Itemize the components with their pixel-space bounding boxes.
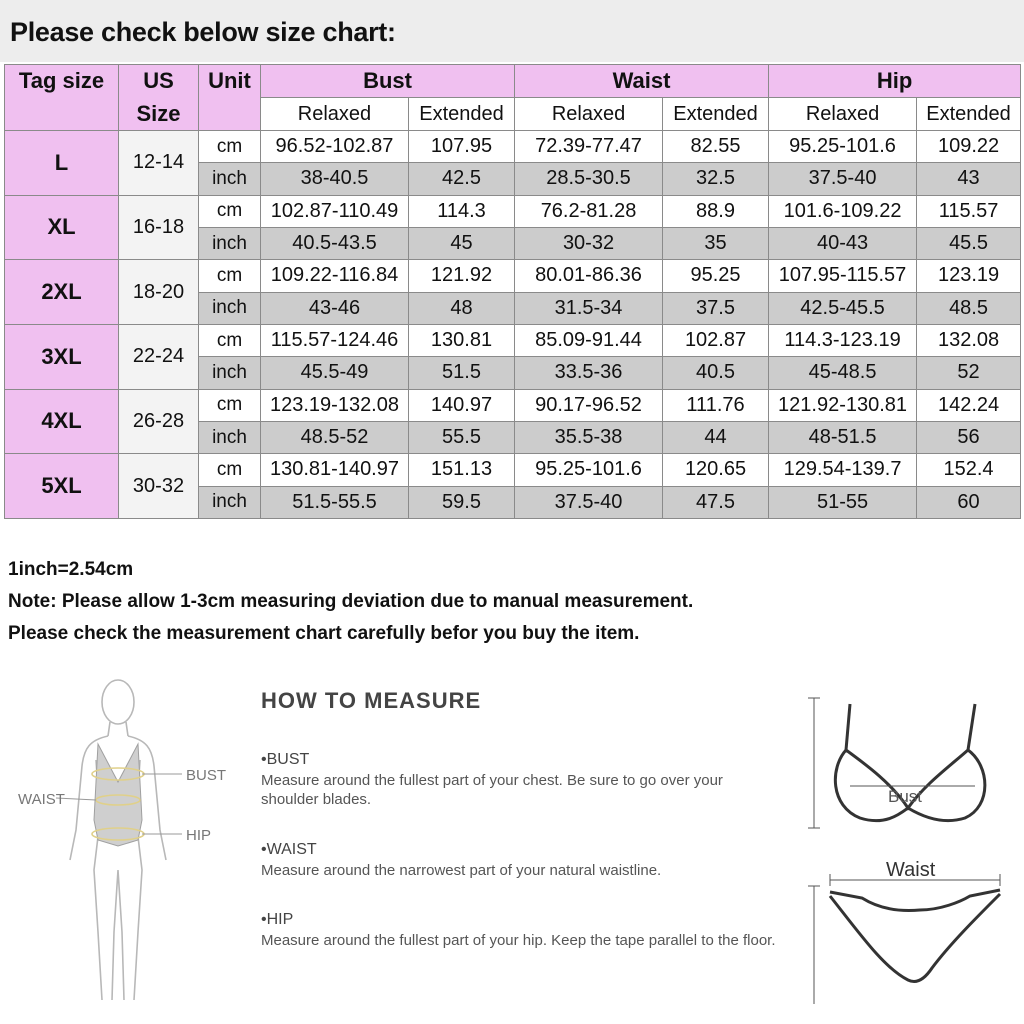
measurement-cell: 28.5-30.5 bbox=[515, 163, 663, 195]
measurement-cell: 107.95 bbox=[409, 131, 515, 163]
measurement-cell: 152.4 bbox=[917, 454, 1021, 486]
bust-instruction-text: Measure around the fullest part of your chest. Be sure to go over your shoulder blades. bbox=[261, 772, 723, 808]
us-size-cell: 12-14 bbox=[119, 131, 199, 196]
measurement-cell: 151.13 bbox=[409, 454, 515, 486]
measurement-cell: 51-55 bbox=[769, 486, 917, 518]
header-waist: Waist bbox=[515, 65, 769, 98]
measurement-cell: 88.9 bbox=[663, 195, 769, 227]
conversion-note: 1inch=2.54cm bbox=[8, 559, 134, 580]
header-waist-relaxed: Relaxed bbox=[515, 98, 663, 131]
page-title: Please check below size chart: bbox=[10, 17, 396, 47]
unit-cell: inch bbox=[199, 486, 261, 518]
measurement-cell: 32.5 bbox=[663, 163, 769, 195]
measurement-cell: 130.81-140.97 bbox=[261, 454, 409, 486]
bikini-bottom-illustration bbox=[800, 856, 1010, 1006]
measurement-cell: 42.5 bbox=[409, 163, 515, 195]
unit-cell: cm bbox=[199, 260, 261, 292]
measurement-cell: 114.3-123.19 bbox=[769, 324, 917, 356]
measurement-cell: 80.01-86.36 bbox=[515, 260, 663, 292]
measurement-cell: 114.3 bbox=[409, 195, 515, 227]
unit-cell: cm bbox=[199, 324, 261, 356]
measurement-cell: 37.5 bbox=[663, 292, 769, 324]
measurement-cell: 140.97 bbox=[409, 389, 515, 421]
measurement-cell: 37.5-40 bbox=[769, 163, 917, 195]
table-row bbox=[5, 389, 1021, 421]
measurement-cell: 59.5 bbox=[409, 486, 515, 518]
unit-cell: cm bbox=[199, 131, 261, 163]
header-unit-cont bbox=[199, 98, 261, 131]
tag-size-cell: XL bbox=[5, 195, 119, 260]
measurement-cell: 132.08 bbox=[917, 324, 1021, 356]
header-hip: Hip bbox=[769, 65, 1021, 98]
measurement-cell: 107.95-115.57 bbox=[769, 260, 917, 292]
size-chart-table bbox=[4, 64, 1021, 519]
measurement-cell: 90.17-96.52 bbox=[515, 389, 663, 421]
unit-cell: inch bbox=[199, 163, 261, 195]
table-row bbox=[5, 324, 1021, 356]
measurement-cell: 43-46 bbox=[261, 292, 409, 324]
measurement-cell: 102.87-110.49 bbox=[261, 195, 409, 227]
notes bbox=[8, 554, 693, 650]
brief-waist-label: Waist bbox=[886, 859, 936, 881]
bust-figure-label: BUST bbox=[186, 767, 227, 784]
bra-top-illustration bbox=[800, 688, 1010, 848]
woman-figure-illustration bbox=[10, 670, 250, 1020]
measurement-cell: 120.65 bbox=[663, 454, 769, 486]
unit-cell: cm bbox=[199, 454, 261, 486]
waist-instruction bbox=[261, 840, 781, 880]
table-row bbox=[5, 131, 1021, 163]
measurement-cell: 56 bbox=[917, 421, 1021, 453]
measurement-cell: 33.5-36 bbox=[515, 357, 663, 389]
table-row bbox=[5, 454, 1021, 486]
measurement-cell: 121.92 bbox=[409, 260, 515, 292]
hip-figure-label: HIP bbox=[186, 827, 212, 844]
us-size-cell: 18-20 bbox=[119, 260, 199, 325]
measurement-cell: 111.76 bbox=[663, 389, 769, 421]
deviation-note: Note: Please allow 1-3cm measuring deviation due to manual measurement. bbox=[8, 591, 694, 612]
unit-cell: inch bbox=[199, 292, 261, 324]
check-note: Please check the measurement chart carefully befor you buy the item. bbox=[8, 623, 640, 644]
measurement-cell: 115.57-124.46 bbox=[261, 324, 409, 356]
measurement-cell: 45.5-49 bbox=[261, 357, 409, 389]
measurement-cell: 129.54-139.7 bbox=[769, 454, 917, 486]
measurement-cell: 48.5-52 bbox=[261, 421, 409, 453]
measurement-cell: 109.22 bbox=[917, 131, 1021, 163]
measurement-cell: 40.5-43.5 bbox=[261, 227, 409, 259]
measurement-cell: 102.87 bbox=[663, 324, 769, 356]
waist-figure-label: WAIST bbox=[18, 791, 65, 808]
header-bust-extended: Extended bbox=[409, 98, 515, 131]
measurement-cell: 44 bbox=[663, 421, 769, 453]
measurement-cell: 48.5 bbox=[917, 292, 1021, 324]
hip-instruction bbox=[261, 910, 781, 950]
measurement-cell: 35 bbox=[663, 227, 769, 259]
unit-cell: cm bbox=[199, 195, 261, 227]
measurement-cell: 51.5-55.5 bbox=[261, 486, 409, 518]
how-to-measure-section bbox=[0, 660, 1024, 1024]
table-row bbox=[5, 195, 1021, 227]
measurement-cell: 72.39-77.47 bbox=[515, 131, 663, 163]
waist-instruction-head: •WAIST bbox=[261, 841, 317, 858]
measurement-cell: 48-51.5 bbox=[769, 421, 917, 453]
tag-size-cell: 4XL bbox=[5, 389, 119, 454]
measurement-cell: 55.5 bbox=[409, 421, 515, 453]
measurement-cell: 121.92-130.81 bbox=[769, 389, 917, 421]
title-bar bbox=[0, 0, 1024, 62]
tag-size-cell: 3XL bbox=[5, 324, 119, 389]
measurement-cell: 40.5 bbox=[663, 357, 769, 389]
unit-cell: inch bbox=[199, 357, 261, 389]
header-hip-relaxed: Relaxed bbox=[769, 98, 917, 131]
measurement-cell: 31.5-34 bbox=[515, 292, 663, 324]
measurement-cell: 45-48.5 bbox=[769, 357, 917, 389]
measurement-cell: 35.5-38 bbox=[515, 421, 663, 453]
hip-instruction-text: Measure around the fullest part of your hip. Keep the tape parallel to the floor. bbox=[261, 932, 776, 949]
waist-instruction-text: Measure around the narrowest part of your natural waistline. bbox=[261, 862, 662, 879]
measurement-cell: 38-40.5 bbox=[261, 163, 409, 195]
measurement-cell: 51.5 bbox=[409, 357, 515, 389]
bust-instruction-head: •BUST bbox=[261, 751, 310, 768]
header-us-size-line2: Size bbox=[119, 98, 199, 131]
measurement-cell: 82.55 bbox=[663, 131, 769, 163]
measurement-cell: 130.81 bbox=[409, 324, 515, 356]
measurement-cell: 47.5 bbox=[663, 486, 769, 518]
table-row bbox=[5, 260, 1021, 292]
hip-instruction-head: •HIP bbox=[261, 911, 294, 928]
unit-cell: cm bbox=[199, 389, 261, 421]
measurement-cell: 43 bbox=[917, 163, 1021, 195]
header-unit: Unit bbox=[199, 65, 261, 98]
how-to-measure-title: HOW TO MEASURE bbox=[261, 688, 482, 713]
measurement-cell: 95.25-101.6 bbox=[769, 131, 917, 163]
header-waist-extended: Extended bbox=[663, 98, 769, 131]
measurement-cell: 96.52-102.87 bbox=[261, 131, 409, 163]
us-size-cell: 22-24 bbox=[119, 324, 199, 389]
us-size-cell: 16-18 bbox=[119, 195, 199, 260]
measurement-cell: 109.22-116.84 bbox=[261, 260, 409, 292]
measurement-cell: 115.57 bbox=[917, 195, 1021, 227]
header-tag-size-cont bbox=[5, 98, 119, 131]
header-bust-relaxed: Relaxed bbox=[261, 98, 409, 131]
bust-instruction bbox=[261, 750, 781, 809]
bra-bust-label: Bust bbox=[888, 787, 923, 806]
measurement-cell: 37.5-40 bbox=[515, 486, 663, 518]
unit-cell: inch bbox=[199, 227, 261, 259]
measurement-cell: 123.19-132.08 bbox=[261, 389, 409, 421]
unit-cell: inch bbox=[199, 421, 261, 453]
tag-size-cell: 5XL bbox=[5, 454, 119, 519]
measurement-cell: 45.5 bbox=[917, 227, 1021, 259]
us-size-cell: 26-28 bbox=[119, 389, 199, 454]
header-us-size: US bbox=[119, 65, 199, 98]
measurement-cell: 101.6-109.22 bbox=[769, 195, 917, 227]
measurement-cell: 95.25 bbox=[663, 260, 769, 292]
measurement-cell: 76.2-81.28 bbox=[515, 195, 663, 227]
measurement-cell: 40-43 bbox=[769, 227, 917, 259]
us-size-cell: 30-32 bbox=[119, 454, 199, 519]
header-bust: Bust bbox=[261, 65, 515, 98]
measurement-cell: 45 bbox=[409, 227, 515, 259]
measurement-cell: 42.5-45.5 bbox=[769, 292, 917, 324]
header-tag-size: Tag size bbox=[5, 65, 119, 98]
measurement-cell: 95.25-101.6 bbox=[515, 454, 663, 486]
measurement-cell: 142.24 bbox=[917, 389, 1021, 421]
measurement-cell: 123.19 bbox=[917, 260, 1021, 292]
tag-size-cell: 2XL bbox=[5, 260, 119, 325]
measurement-cell: 52 bbox=[917, 357, 1021, 389]
measurement-cell: 30-32 bbox=[515, 227, 663, 259]
measurement-cell: 85.09-91.44 bbox=[515, 324, 663, 356]
measurement-cell: 48 bbox=[409, 292, 515, 324]
header-hip-extended: Extended bbox=[917, 98, 1021, 131]
tag-size-cell: L bbox=[5, 131, 119, 196]
measurement-cell: 60 bbox=[917, 486, 1021, 518]
